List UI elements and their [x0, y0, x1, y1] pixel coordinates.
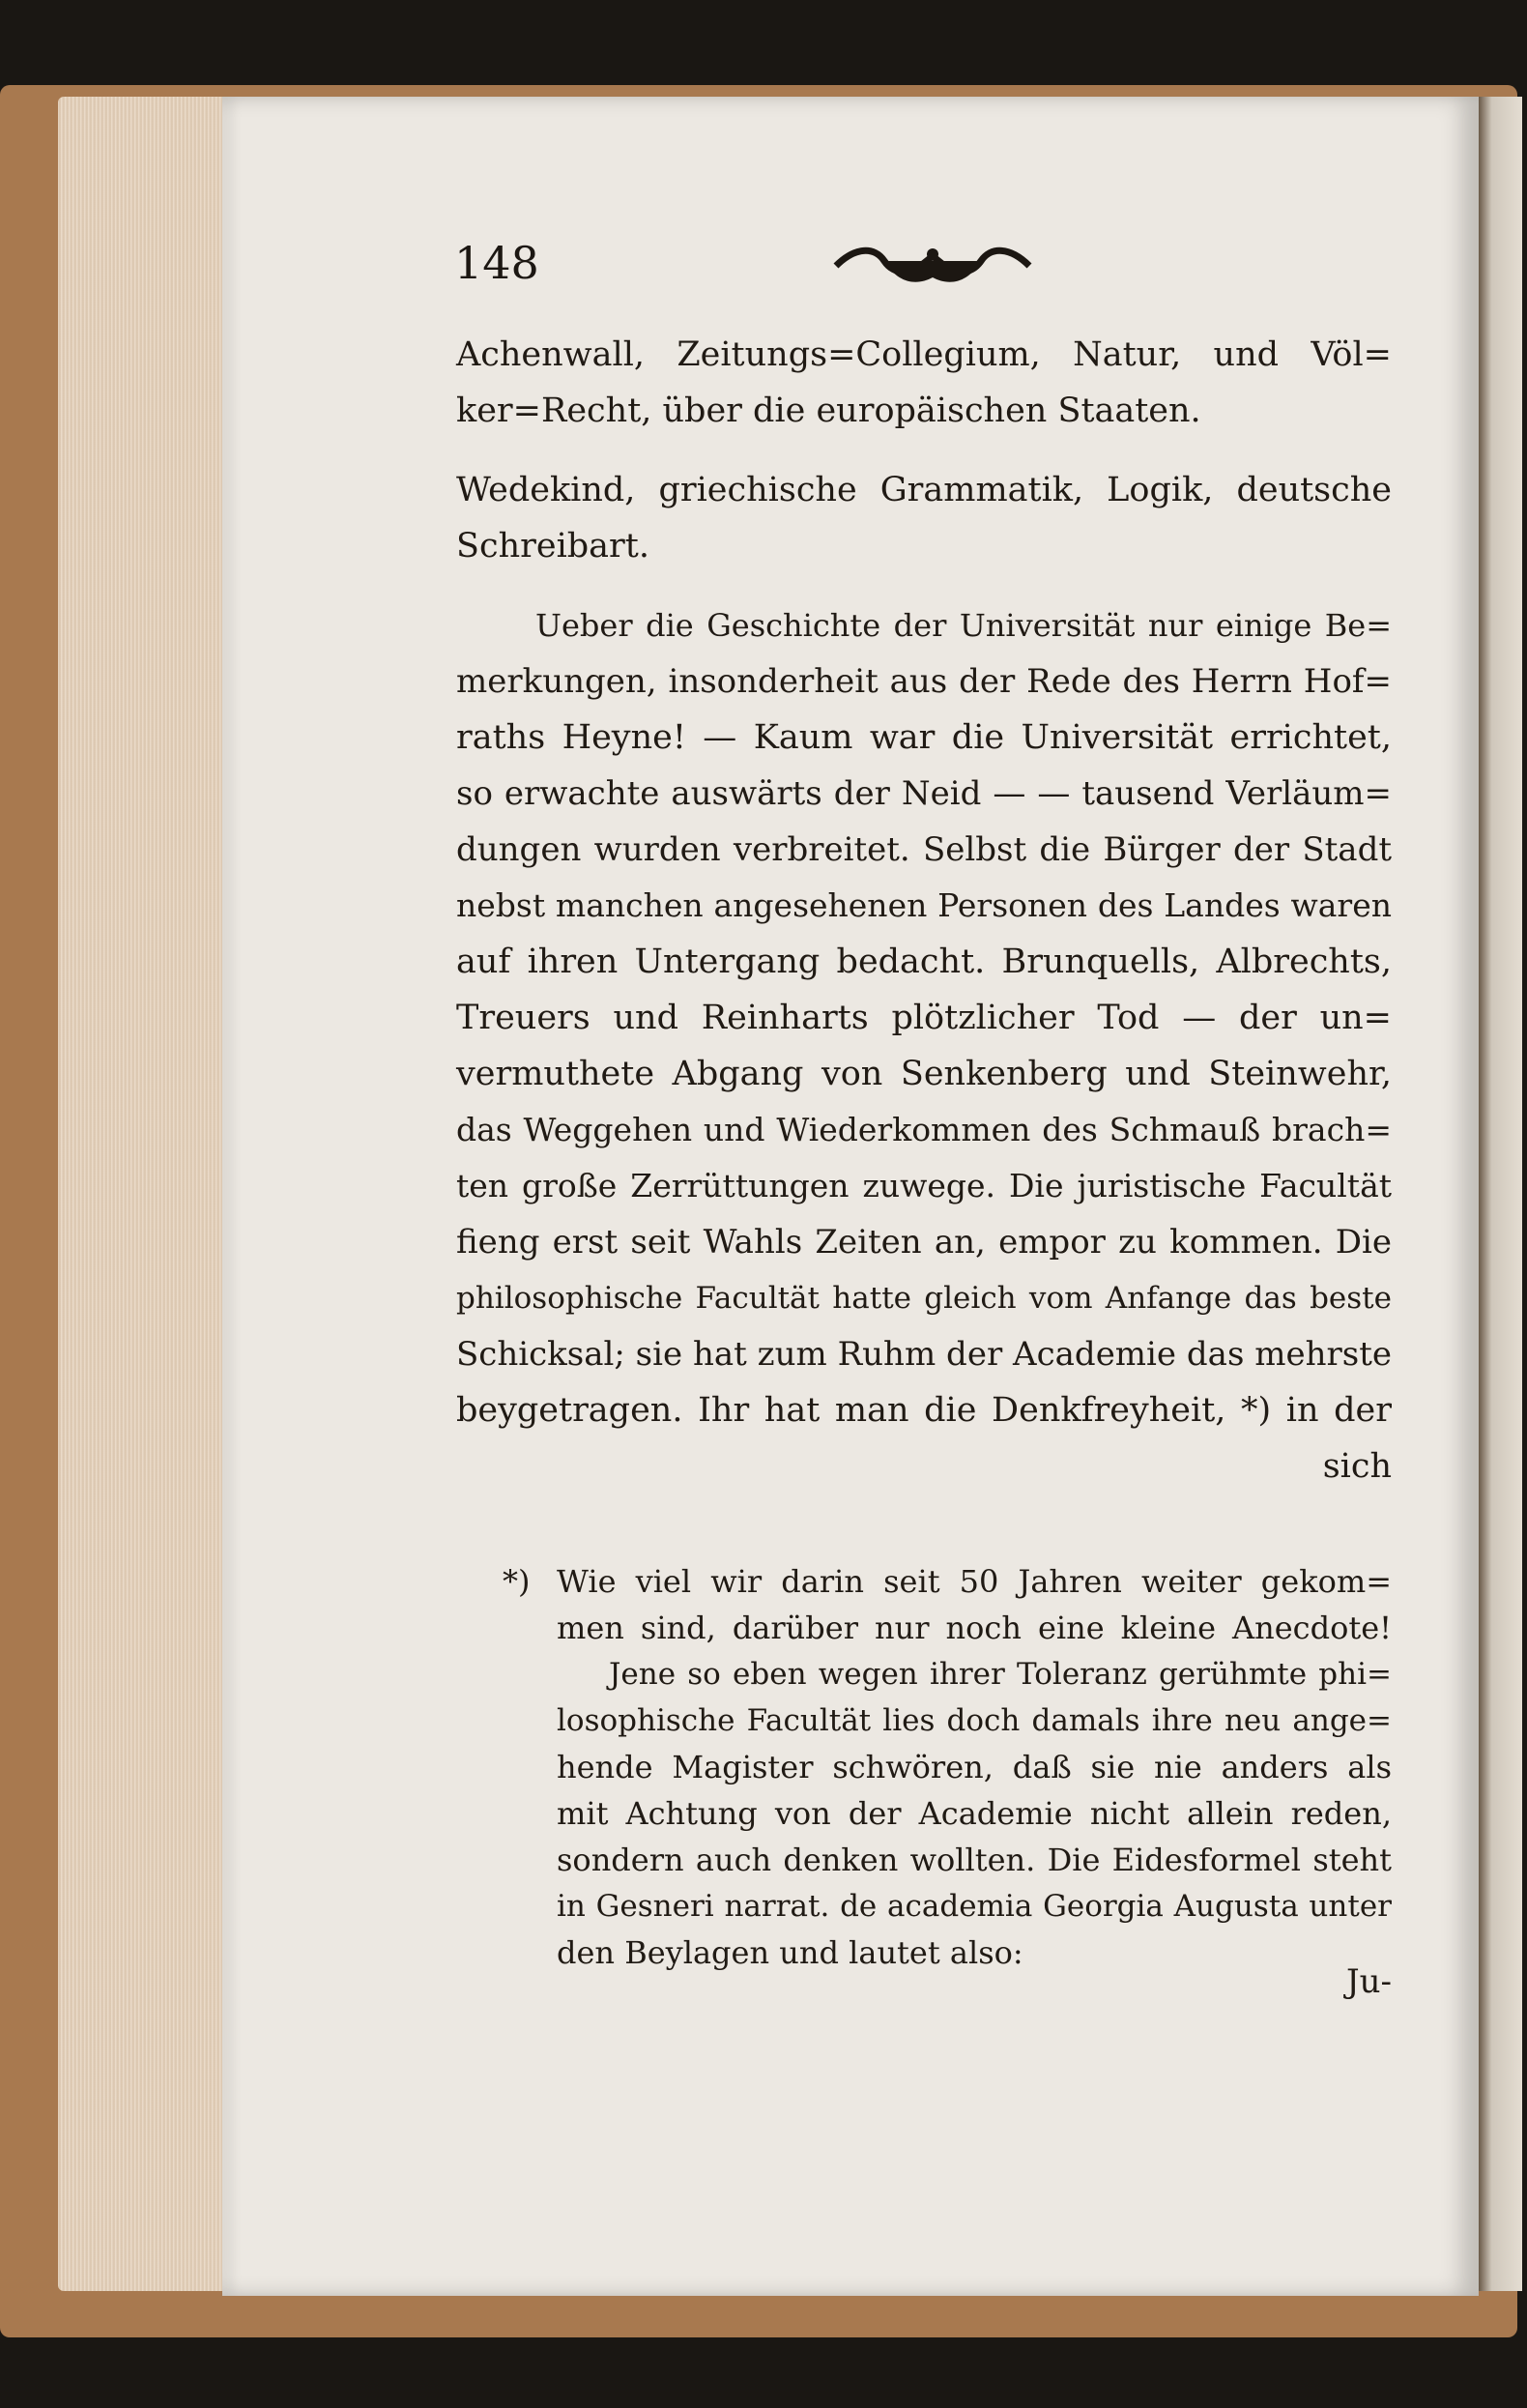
text-line: so erwachte auswärts der Neid — — tausend Verläum= — [456, 774, 1392, 813]
text-line: ten große Zerrüttungen zuwege. Die juristische Facultät — [456, 1167, 1392, 1204]
page-header — [454, 237, 1392, 305]
footnote-line: in Gesneri narrat. de academia Georgia Augusta unter — [557, 1889, 1392, 1924]
footnote-text: Wie viel wir darin seit 50 Jahren weiter gekom= — [557, 1563, 1392, 1600]
text-line: sich — [1322, 1447, 1392, 1486]
footnote-line: Jene so eben wegen ihrer Toleranz gerühmte phi= — [609, 1657, 1392, 1692]
text-line: Wedekind, griechische Grammatik, Logik, deutsche — [456, 471, 1392, 509]
page-number: 148 — [454, 237, 539, 289]
gutter-shadow — [1479, 97, 1522, 2291]
text-line: Treuers und Reinharts plötzlicher Tod — der un= — [456, 999, 1392, 1037]
page-edges — [58, 97, 232, 2291]
text-line: Achenwall, Zeitungs=Collegium, Natur, und Völ= — [456, 335, 1392, 374]
text-line: raths Heyne! — Kaum war die Universität errichtet, — [456, 718, 1392, 757]
footnote-line: losophische Facultät lies doch damals ihre neu ange= — [557, 1703, 1392, 1738]
text-line: Schreibart. — [456, 527, 649, 566]
catchword: Ju- — [1345, 1962, 1392, 2001]
text-line: dungen wurden verbreitet. Selbst die Bürger der Stadt — [456, 830, 1392, 869]
text-line: auf ihren Untergang bedacht. Brunquells, Albrechts, — [456, 943, 1392, 981]
footnote-line: hende Magister schwören, daß sie nie anders als — [557, 1749, 1392, 1785]
text-line: beygetragen. Ihr hat man die Denkfreyheit, *) in der — [456, 1391, 1392, 1430]
text-line: nebst manchen angesehenen Personen des Landes waren — [456, 886, 1392, 924]
footnote-line: mit Achtung von der Academie nicht allein reden, — [557, 1795, 1392, 1832]
footnote — [503, 1558, 1392, 1976]
text-line: philosophische Facultät hatte gleich vom Anfange das beste — [456, 1281, 1392, 1316]
text-line: Ueber die Geschichte der Universität nur einige Be= — [535, 607, 1392, 644]
text-line: ker=Recht, über die europäischen Staaten. — [456, 392, 1201, 430]
scroll-ornament-icon — [826, 237, 1039, 295]
text-line: merkungen, insonderheit aus der Rede des Herrn Hof= — [456, 662, 1392, 701]
text-line: Schicksal; sie hat zum Ruhm der Academie das mehrste — [456, 1335, 1392, 1374]
footnote-marker: *) — [503, 1563, 531, 1600]
footnote-line: sondern auch denken wollten. Die Eidesformel steht — [557, 1842, 1392, 1878]
footnote-line — [503, 1558, 1392, 1605]
footnote-line: men sind, darüber nur noch eine kleine Anecdote! — [557, 1610, 1392, 1646]
text-line: das Weggehen und Wiederkommen des Schmauß brach= — [456, 1111, 1392, 1148]
footnote-line: den Beylagen und lautet also: — [557, 1934, 1023, 1971]
text-line: vermuthete Abgang von Senkenberg und Steinwehr, — [456, 1055, 1392, 1093]
main-text — [456, 327, 1392, 1494]
text-line: fieng erst seit Wahls Zeiten an, empor zu kommen. Die — [456, 1223, 1392, 1262]
